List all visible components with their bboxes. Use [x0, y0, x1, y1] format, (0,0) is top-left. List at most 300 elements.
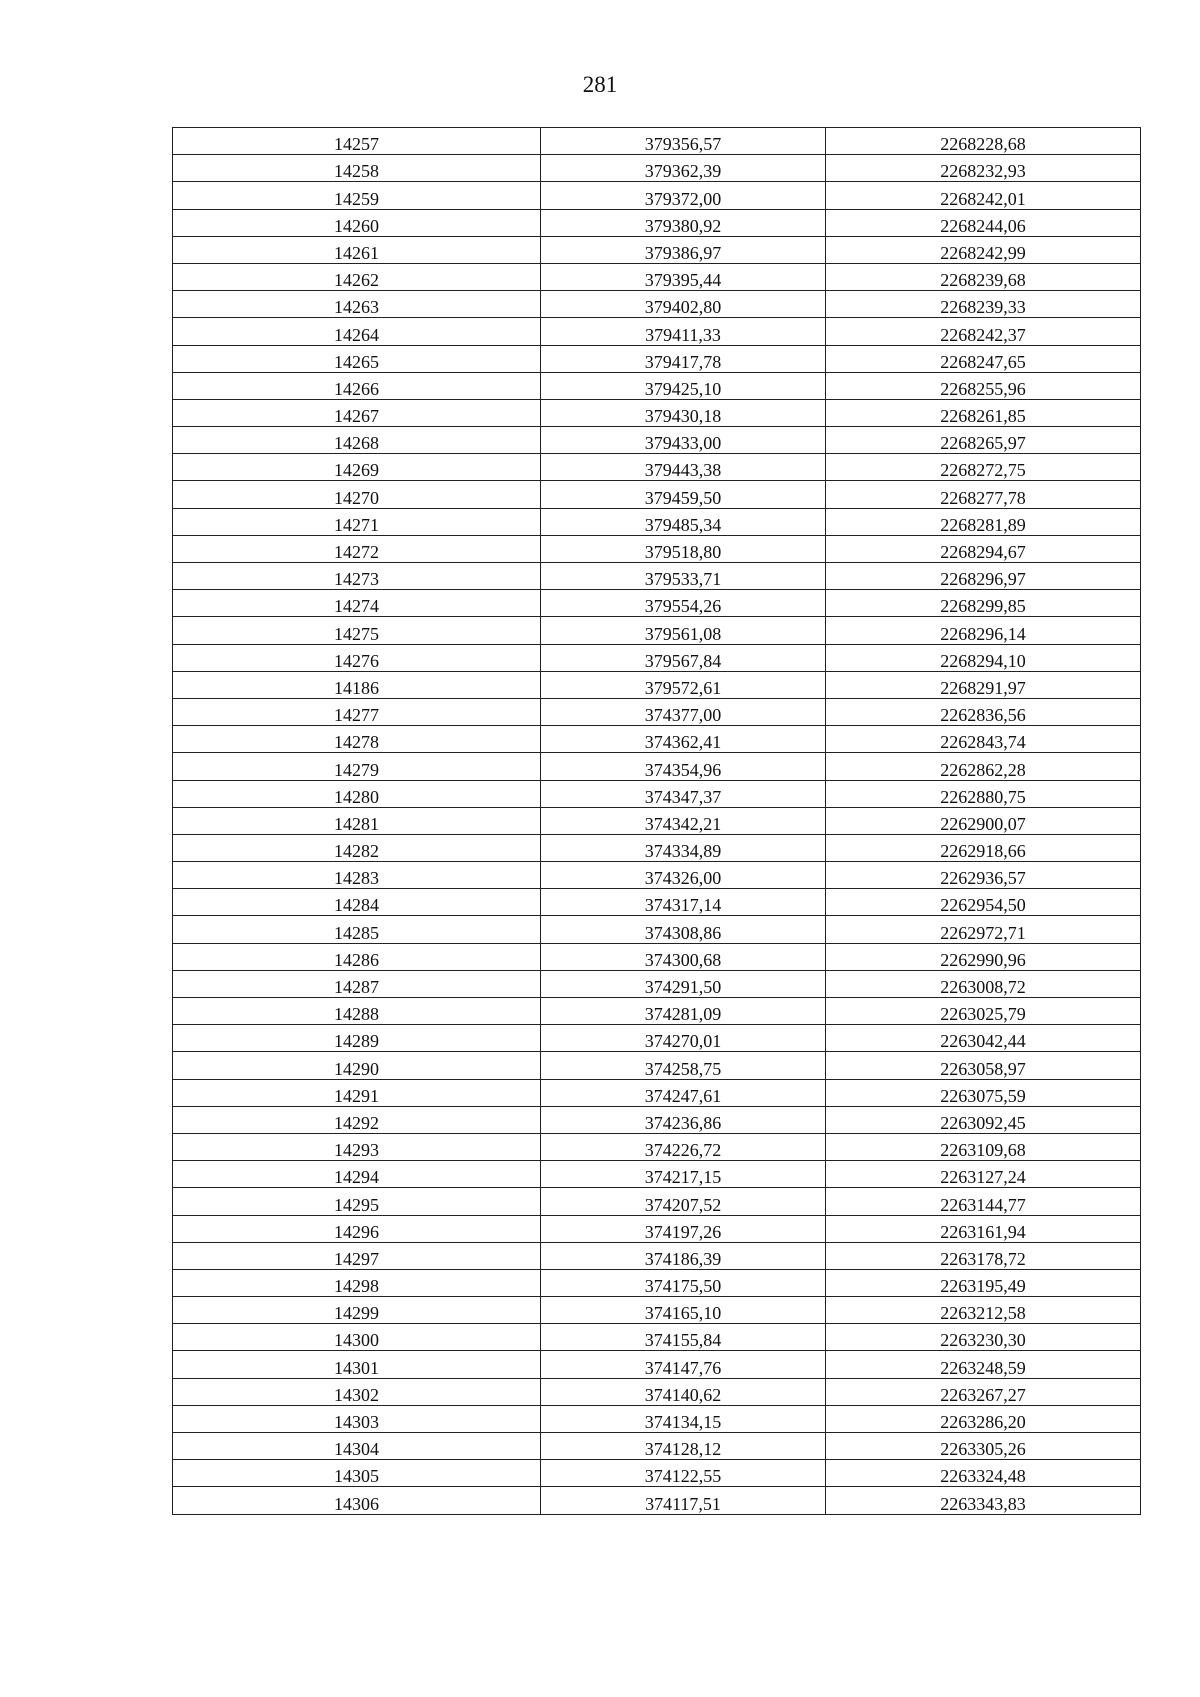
cell-text: 14303 — [334, 1412, 379, 1432]
cell-text: 14291 — [334, 1085, 379, 1106]
cell-text: 14294 — [334, 1167, 379, 1188]
table-row — [173, 318, 1141, 345]
x-coordinate-cell — [541, 1405, 826, 1432]
table-row — [173, 1133, 1141, 1160]
cell-text: 2262843,74 — [940, 732, 1026, 753]
cell-text: 379356,57 — [644, 134, 722, 155]
cell-text: 379433,00 — [644, 433, 722, 454]
cell-text: 374326,00 — [644, 868, 722, 889]
cell-text: 374226,72 — [644, 1140, 722, 1161]
y-coordinate-cell — [826, 1079, 1141, 1106]
cell-text: 2268255,96 — [940, 378, 1026, 399]
cell-text: 14304 — [334, 1439, 379, 1460]
y-coordinate-cell — [826, 1351, 1141, 1378]
table-row — [173, 345, 1141, 372]
cell-text: 379518,80 — [644, 542, 722, 562]
table-row — [173, 916, 1141, 943]
y-coordinate-cell — [826, 318, 1141, 345]
cell-text: 2262836,56 — [940, 705, 1026, 726]
point-number-cell — [173, 481, 541, 508]
y-coordinate-cell — [826, 1378, 1141, 1405]
point-number-cell — [173, 128, 541, 155]
table-row — [173, 563, 1141, 590]
cell-text: 14288 — [334, 1004, 379, 1025]
cell-text: 2263109,68 — [940, 1140, 1026, 1161]
y-coordinate-cell — [826, 155, 1141, 182]
point-number-cell — [173, 1324, 541, 1351]
cell-text: 2263127,24 — [940, 1167, 1026, 1188]
point-number-cell — [173, 345, 541, 372]
table-row — [173, 1297, 1141, 1324]
point-number-cell — [173, 834, 541, 861]
point-number-cell — [173, 236, 541, 263]
table-row — [173, 943, 1141, 970]
x-coordinate-cell — [541, 1242, 826, 1269]
cell-text: 374186,39 — [644, 1248, 722, 1269]
point-number-cell — [173, 1269, 541, 1296]
point-number-cell — [173, 563, 541, 590]
cell-text: 374247,61 — [644, 1085, 722, 1106]
cell-text: 2268272,75 — [940, 460, 1026, 481]
point-number-cell — [173, 182, 541, 209]
cell-text: 2263161,94 — [940, 1221, 1026, 1242]
cell-text: 2268299,85 — [940, 596, 1026, 617]
cell-text: 374362,41 — [644, 732, 722, 753]
point-number-cell — [173, 1215, 541, 1242]
point-number-cell — [173, 780, 541, 807]
y-coordinate-cell — [826, 970, 1141, 997]
cell-text: 14271 — [334, 514, 379, 535]
cell-text: 374155,84 — [644, 1330, 722, 1351]
cell-text: 2263267,27 — [940, 1384, 1026, 1405]
cell-text: 14283 — [334, 868, 379, 889]
x-coordinate-cell — [541, 1378, 826, 1405]
table-row — [173, 617, 1141, 644]
point-number-cell — [173, 399, 541, 426]
point-number-cell — [173, 1378, 541, 1405]
cell-text: 374165,10 — [644, 1303, 722, 1324]
point-number-cell — [173, 1106, 541, 1133]
table-row — [173, 862, 1141, 889]
cell-text: 2263195,49 — [940, 1276, 1026, 1297]
x-coordinate-cell — [541, 590, 826, 617]
cell-text: 2263058,97 — [940, 1058, 1026, 1079]
cell-text: 374317,14 — [644, 895, 722, 916]
cell-text: 14274 — [334, 596, 379, 617]
y-coordinate-cell — [826, 1161, 1141, 1188]
table-row — [173, 807, 1141, 834]
cell-text: 2262936,57 — [940, 868, 1026, 889]
x-coordinate-cell — [541, 1324, 826, 1351]
cell-text: 14298 — [334, 1276, 379, 1297]
table-row — [173, 1106, 1141, 1133]
cell-text: 2263324,48 — [940, 1466, 1026, 1487]
y-coordinate-cell — [826, 1133, 1141, 1160]
cell-text: 2262972,71 — [940, 922, 1026, 943]
cell-text: 379459,50 — [644, 487, 722, 508]
y-coordinate-cell — [826, 1215, 1141, 1242]
x-coordinate-cell — [541, 807, 826, 834]
cell-text: 374354,96 — [644, 759, 722, 780]
cell-text: 2263305,26 — [940, 1439, 1026, 1460]
x-coordinate-cell — [541, 1487, 826, 1514]
table-row — [173, 889, 1141, 916]
y-coordinate-cell — [826, 780, 1141, 807]
y-coordinate-cell — [826, 916, 1141, 943]
point-number-cell — [173, 1460, 541, 1487]
y-coordinate-cell — [826, 263, 1141, 290]
cell-text: 14268 — [334, 433, 379, 454]
cell-text: 2263025,79 — [940, 1004, 1026, 1025]
y-coordinate-cell — [826, 481, 1141, 508]
cell-text: 2262990,96 — [940, 949, 1026, 970]
y-coordinate-cell — [826, 998, 1141, 1025]
cell-text: 379572,61 — [644, 677, 722, 698]
table-row — [173, 834, 1141, 861]
cell-text: 2263286,20 — [940, 1412, 1026, 1432]
y-coordinate-cell — [826, 1106, 1141, 1133]
table-row — [173, 291, 1141, 318]
y-coordinate-cell — [826, 834, 1141, 861]
x-coordinate-cell — [541, 1433, 826, 1460]
table-row — [173, 753, 1141, 780]
cell-text: 2262862,28 — [940, 759, 1026, 780]
cell-text: 2268242,99 — [940, 242, 1026, 263]
cell-text: 14290 — [334, 1058, 379, 1079]
point-number-cell — [173, 726, 541, 753]
y-coordinate-cell — [826, 535, 1141, 562]
x-coordinate-cell — [541, 780, 826, 807]
point-number-cell — [173, 1433, 541, 1460]
x-coordinate-cell — [541, 1351, 826, 1378]
table-row — [173, 209, 1141, 236]
cell-text: 2268277,78 — [940, 487, 1026, 508]
cell-text: 374300,68 — [644, 949, 722, 970]
point-number-cell — [173, 155, 541, 182]
cell-text: 374377,00 — [644, 705, 722, 726]
point-number-cell — [173, 862, 541, 889]
y-coordinate-cell — [826, 454, 1141, 481]
table-row — [173, 454, 1141, 481]
cell-text: 2262880,75 — [940, 786, 1026, 807]
cell-text: 2268294,67 — [940, 542, 1026, 562]
cell-text: 14262 — [334, 270, 379, 291]
cell-text: 14278 — [334, 732, 379, 753]
cell-text: 14301 — [334, 1357, 379, 1378]
cell-text: 14305 — [334, 1466, 379, 1487]
coordinates-table — [172, 127, 1141, 1515]
x-coordinate-cell — [541, 998, 826, 1025]
cell-text: 379485,34 — [644, 514, 722, 535]
x-coordinate-cell — [541, 726, 826, 753]
y-coordinate-cell — [826, 862, 1141, 889]
cell-text: 379372,00 — [644, 188, 722, 209]
cell-text: 2268242,01 — [940, 188, 1026, 209]
y-coordinate-cell — [826, 1025, 1141, 1052]
cell-text: 14258 — [334, 161, 379, 182]
table-row — [173, 263, 1141, 290]
cell-text: 14261 — [334, 242, 379, 263]
x-coordinate-cell — [541, 753, 826, 780]
table-row — [173, 970, 1141, 997]
y-coordinate-cell — [826, 726, 1141, 753]
point-number-cell — [173, 1133, 541, 1160]
y-coordinate-cell — [826, 943, 1141, 970]
cell-text: 14293 — [334, 1140, 379, 1161]
x-coordinate-cell — [541, 318, 826, 345]
y-coordinate-cell — [826, 590, 1141, 617]
cell-text: 374281,09 — [644, 1004, 722, 1025]
y-coordinate-cell — [826, 753, 1141, 780]
cell-text: 14277 — [334, 705, 379, 726]
point-number-cell — [173, 1351, 541, 1378]
cell-text: 374258,75 — [644, 1058, 722, 1079]
cell-text: 14276 — [334, 650, 379, 671]
table-row — [173, 1242, 1141, 1269]
cell-text: 14284 — [334, 895, 379, 916]
x-coordinate-cell — [541, 671, 826, 698]
coordinates-table-body — [173, 128, 1141, 1515]
point-number-cell — [173, 372, 541, 399]
cell-text: 374147,76 — [644, 1357, 722, 1378]
y-coordinate-cell — [826, 671, 1141, 698]
x-coordinate-cell — [541, 617, 826, 644]
table-row — [173, 998, 1141, 1025]
cell-text: 14296 — [334, 1221, 379, 1242]
y-coordinate-cell — [826, 372, 1141, 399]
cell-text: 379443,38 — [644, 460, 722, 481]
x-coordinate-cell — [541, 1106, 826, 1133]
cell-text: 14275 — [334, 623, 379, 644]
point-number-cell — [173, 454, 541, 481]
table-row — [173, 1215, 1141, 1242]
cell-text: 374207,52 — [644, 1194, 722, 1215]
cell-text: 14300 — [334, 1330, 379, 1351]
x-coordinate-cell — [541, 263, 826, 290]
x-coordinate-cell — [541, 834, 826, 861]
cell-text: 374236,86 — [644, 1112, 722, 1133]
y-coordinate-cell — [826, 399, 1141, 426]
page-number: 281 — [582, 72, 618, 97]
x-coordinate-cell — [541, 291, 826, 318]
cell-text: 379395,44 — [644, 270, 722, 291]
cell-text: 2268265,97 — [940, 433, 1026, 454]
point-number-cell — [173, 970, 541, 997]
x-coordinate-cell — [541, 427, 826, 454]
table-row — [173, 1161, 1141, 1188]
cell-text: 379386,97 — [644, 242, 722, 263]
cell-text: 14289 — [334, 1031, 379, 1052]
cell-text: 14282 — [334, 841, 379, 862]
cell-text: 379430,18 — [644, 406, 722, 427]
x-coordinate-cell — [541, 535, 826, 562]
y-coordinate-cell — [826, 1269, 1141, 1296]
point-number-cell — [173, 617, 541, 644]
y-coordinate-cell — [826, 291, 1141, 318]
cell-text: 374291,50 — [644, 977, 722, 997]
point-number-cell — [173, 1079, 541, 1106]
cell-text: 379425,10 — [644, 378, 722, 399]
y-coordinate-cell — [826, 889, 1141, 916]
table-row — [173, 1460, 1141, 1487]
point-number-cell — [173, 1297, 541, 1324]
cell-text: 379533,71 — [644, 569, 722, 590]
point-number-cell — [173, 889, 541, 916]
y-coordinate-cell — [826, 427, 1141, 454]
x-coordinate-cell — [541, 1297, 826, 1324]
cell-text: 14264 — [334, 324, 379, 345]
cell-text: 2263075,59 — [940, 1085, 1026, 1106]
y-coordinate-cell — [826, 698, 1141, 725]
cell-text: 2263092,45 — [940, 1112, 1026, 1133]
table-row — [173, 1324, 1141, 1351]
cell-text: 374197,26 — [644, 1221, 722, 1242]
point-number-cell — [173, 943, 541, 970]
cell-text: 14259 — [334, 188, 379, 209]
cell-text: 14265 — [334, 351, 379, 372]
table-row — [173, 427, 1141, 454]
point-number-cell — [173, 209, 541, 236]
cell-text: 2262900,07 — [940, 813, 1026, 834]
cell-text: 379417,78 — [644, 351, 722, 372]
table-row — [173, 780, 1141, 807]
point-number-cell — [173, 1025, 541, 1052]
cell-text: 2268296,97 — [940, 569, 1026, 590]
table-row — [173, 128, 1141, 155]
x-coordinate-cell — [541, 399, 826, 426]
cell-text: 374140,62 — [644, 1384, 722, 1405]
x-coordinate-cell — [541, 1269, 826, 1296]
point-number-cell — [173, 590, 541, 617]
cell-text: 14306 — [334, 1493, 379, 1514]
table-row — [173, 155, 1141, 182]
cell-text: 2268281,89 — [940, 514, 1026, 535]
table-row — [173, 698, 1141, 725]
x-coordinate-cell — [541, 508, 826, 535]
cell-text: 14281 — [334, 813, 379, 834]
cell-text: 2263343,83 — [940, 1493, 1026, 1514]
cell-text: 374217,15 — [644, 1167, 722, 1188]
x-coordinate-cell — [541, 563, 826, 590]
cell-text: 2268242,37 — [940, 324, 1026, 345]
cell-text: 379380,92 — [644, 215, 722, 236]
y-coordinate-cell — [826, 1405, 1141, 1432]
cell-text: 14269 — [334, 460, 379, 481]
table-row — [173, 1351, 1141, 1378]
x-coordinate-cell — [541, 1215, 826, 1242]
cell-text: 374270,01 — [644, 1031, 722, 1052]
table-row — [173, 236, 1141, 263]
cell-text: 14266 — [334, 378, 379, 399]
point-number-cell — [173, 508, 541, 535]
point-number-cell — [173, 535, 541, 562]
cell-text: 2268232,93 — [940, 161, 1026, 182]
cell-text: 379411,33 — [645, 324, 721, 345]
cell-text: 14292 — [334, 1112, 379, 1133]
y-coordinate-cell — [826, 617, 1141, 644]
table-row — [173, 1025, 1141, 1052]
y-coordinate-cell — [826, 209, 1141, 236]
point-number-cell — [173, 1405, 541, 1432]
cell-text: 14279 — [334, 759, 379, 780]
table-row — [173, 590, 1141, 617]
y-coordinate-cell — [826, 128, 1141, 155]
point-number-cell — [173, 1161, 541, 1188]
cell-text: 14299 — [334, 1303, 379, 1324]
y-coordinate-cell — [826, 1460, 1141, 1487]
x-coordinate-cell — [541, 1079, 826, 1106]
y-coordinate-cell — [826, 508, 1141, 535]
x-coordinate-cell — [541, 1188, 826, 1215]
x-coordinate-cell — [541, 1052, 826, 1079]
x-coordinate-cell — [541, 1025, 826, 1052]
cell-text: 2268296,14 — [940, 623, 1026, 644]
cell-text: 2268291,97 — [940, 677, 1026, 698]
table-row — [173, 1405, 1141, 1432]
cell-text: 14287 — [334, 977, 379, 997]
table-row — [173, 1487, 1141, 1514]
x-coordinate-cell — [541, 209, 826, 236]
point-number-cell — [173, 1052, 541, 1079]
cell-text: 14285 — [334, 922, 379, 943]
point-number-cell — [173, 1487, 541, 1514]
cell-text: 14267 — [334, 406, 379, 427]
table-row — [173, 671, 1141, 698]
table-row — [173, 1079, 1141, 1106]
cell-text: 374117,51 — [645, 1493, 721, 1514]
x-coordinate-cell — [541, 454, 826, 481]
cell-text: 14273 — [334, 569, 379, 590]
x-coordinate-cell — [541, 1133, 826, 1160]
cell-text: 379362,39 — [644, 161, 722, 182]
cell-text: 14257 — [334, 134, 379, 155]
cell-text: 14286 — [334, 949, 379, 970]
cell-text: 379402,80 — [644, 297, 722, 318]
cell-text: 14302 — [334, 1384, 379, 1405]
cell-text: 2268228,68 — [940, 134, 1026, 155]
x-coordinate-cell — [541, 345, 826, 372]
table-row — [173, 182, 1141, 209]
cell-text: 374175,50 — [644, 1276, 722, 1297]
cell-text: 379554,26 — [644, 596, 722, 617]
x-coordinate-cell — [541, 916, 826, 943]
cell-text: 14272 — [334, 542, 379, 562]
point-number-cell — [173, 753, 541, 780]
x-coordinate-cell — [541, 970, 826, 997]
cell-text: 14295 — [334, 1194, 379, 1215]
point-number-cell — [173, 671, 541, 698]
point-number-cell — [173, 698, 541, 725]
cell-text: 14263 — [334, 297, 379, 318]
point-number-cell — [173, 1188, 541, 1215]
table-row — [173, 1269, 1141, 1296]
y-coordinate-cell — [826, 1052, 1141, 1079]
y-coordinate-cell — [826, 563, 1141, 590]
table-row — [173, 1188, 1141, 1215]
cell-text: 14186 — [334, 677, 379, 698]
cell-text: 374347,37 — [644, 786, 722, 807]
point-number-cell — [173, 807, 541, 834]
table-row — [173, 399, 1141, 426]
table-row — [173, 1433, 1141, 1460]
x-coordinate-cell — [541, 481, 826, 508]
cell-text: 2262918,66 — [940, 841, 1026, 862]
y-coordinate-cell — [826, 644, 1141, 671]
cell-text: 14297 — [334, 1248, 379, 1269]
x-coordinate-cell — [541, 236, 826, 263]
point-number-cell — [173, 263, 541, 290]
table-row — [173, 372, 1141, 399]
